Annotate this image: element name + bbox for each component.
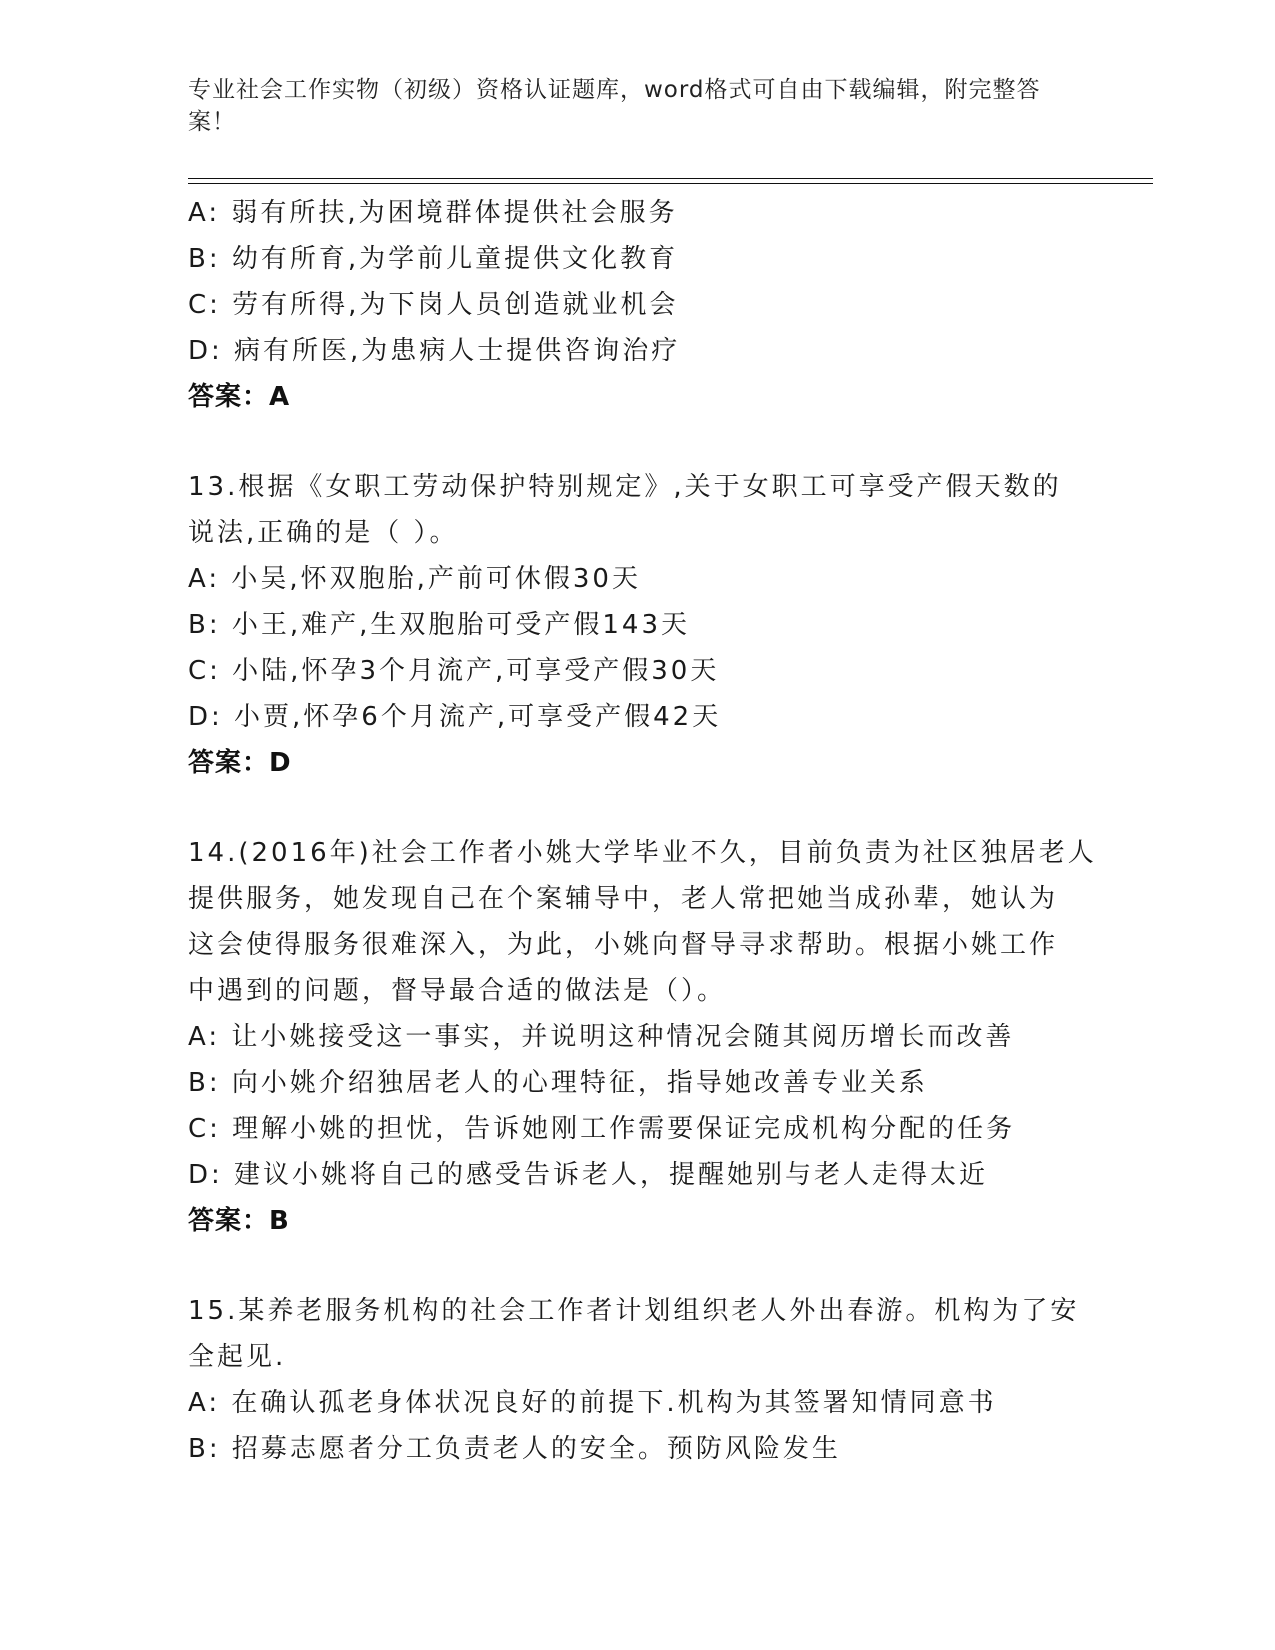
- option-c: C: 理解小姚的担忧，告诉她刚工作需要保证完成机构分配的任务: [188, 1114, 1016, 1144]
- option-a: A: 让小姚接受这一事实，并说明这种情况会随其阅历增长而改善: [188, 1022, 1015, 1052]
- option-b: B: 向小姚介绍独居老人的心理特征，指导她改善专业关系: [188, 1068, 928, 1098]
- option-d: D: 病有所医,为患病人士提供咨询治疗: [188, 336, 681, 366]
- spacer: [188, 1244, 1088, 1288]
- question-stem-line: 这会使得服务很难深入，为此，小姚向督导寻求帮助。根据小姚工作: [188, 930, 1059, 960]
- option-b: B: 小王,难产,生双胞胎可受产假143天: [188, 610, 691, 640]
- question-list: [188, 190, 1097, 1472]
- question-14: [188, 830, 1097, 1244]
- question-12: [188, 190, 1088, 420]
- header-line-1: 专业社会工作实物（初级）资格认证题库，word格式可自由下载编辑，附完整答: [188, 77, 1041, 103]
- spacer: [188, 420, 1088, 464]
- question-13: [188, 464, 1088, 786]
- question-stem-line: 14.(2016年)社会工作者小姚大学毕业不久，目前负责为社区独居老人: [188, 838, 1097, 868]
- answer: 答案：A: [188, 382, 291, 412]
- question-stem-line: 说法,正确的是（ ）。: [188, 518, 459, 548]
- option-d: D: 小贾,怀孕6个月流产,可享受产假42天: [188, 702, 722, 732]
- question-stem-line: 13.根据《女职工劳动保护特别规定》,关于女职工可享受产假天数的: [188, 472, 1062, 502]
- answer: 答案：B: [188, 1206, 290, 1236]
- header-divider-bottom: [188, 183, 1153, 184]
- option-b: B: 招募志愿者分工负责老人的安全。预防风险发生: [188, 1434, 841, 1464]
- option-d: D: 建议小姚将自己的感受告诉老人，提醒她别与老人走得太近: [188, 1160, 989, 1190]
- option-a: A: 弱有所扶,为困境群体提供社会服务: [188, 198, 678, 228]
- document-header: [188, 74, 1068, 138]
- spacer: [188, 786, 1088, 830]
- answer: 答案：D: [188, 748, 292, 778]
- question-stem-line: 中遇到的问题，督导最合适的做法是（）。: [188, 976, 727, 1006]
- option-a: A: 小吴,怀双胞胎,产前可休假30天: [188, 564, 641, 594]
- option-b: B: 幼有所育,为学前儿童提供文化教育: [188, 244, 679, 274]
- option-a: A: 在确认孤老身体状况良好的前提下.机构为其签署知情同意书: [188, 1388, 997, 1418]
- option-c: C: 劳有所得,为下岗人员创造就业机会: [188, 290, 679, 320]
- question-stem-line: 全起见.: [188, 1342, 287, 1372]
- header-divider-top: [188, 178, 1153, 179]
- question-stem-line: 15.某养老服务机构的社会工作者计划组织老人外出春游。机构为了安: [188, 1296, 1080, 1326]
- question-stem-line: 提供服务，她发现自己在个案辅导中，老人常把她当成孙辈，她认为: [188, 884, 1059, 914]
- question-15: [188, 1288, 1088, 1472]
- option-c: C: 小陆,怀孕3个月流产,可享受产假30天: [188, 656, 720, 686]
- header-line-2: 案！: [188, 109, 236, 135]
